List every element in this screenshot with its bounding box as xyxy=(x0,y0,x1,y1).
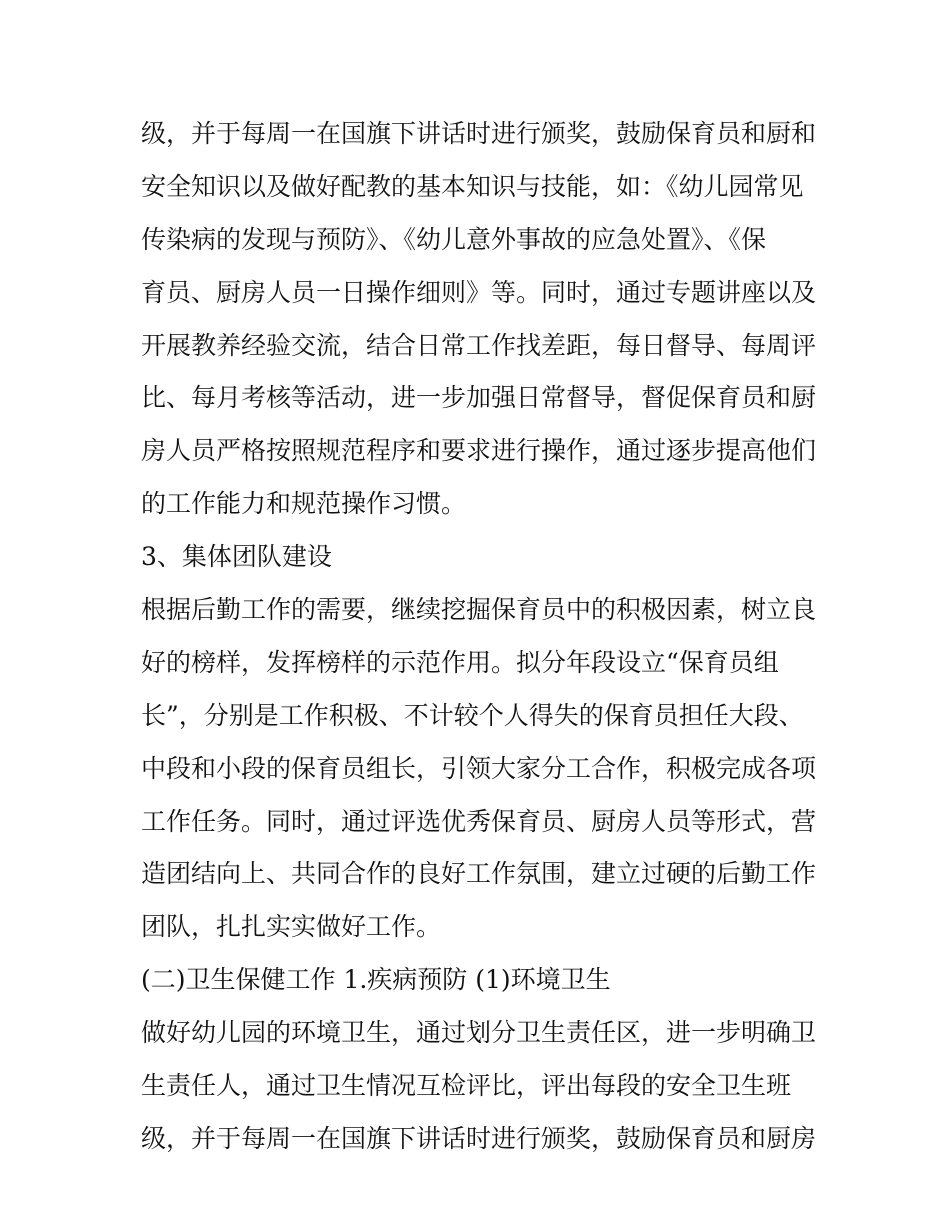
text-line: 级，并于每周一在国旗下讲话时进行颁奖，鼓励保育员和厨和 xyxy=(141,119,817,148)
text-line: 比、每月考核等活动，进一步加强日常督导，督促保育员和厨 xyxy=(141,383,817,413)
text-line: 造团结向上、共同合作的良好工作氛围，建立过硬的后勤工作 xyxy=(141,859,817,889)
text-line: 工作任务。同时，通过评选优秀保育员、厨房人员等形式，营 xyxy=(141,806,817,836)
text-line: 开展教养经验交流，结合日常工作找差距，每日督导、每周评 xyxy=(141,330,817,360)
text-line: 生责任人，通过卫生情况互检评比，评出每段的安全卫生班 xyxy=(141,1071,792,1101)
text-line: 安全知识以及做好配教的基本知识与技能，如：《幼儿园常见 xyxy=(141,171,804,201)
text-line: 中段和小段的保育员组长，引领大家分工合作，积极完成各项 xyxy=(141,753,817,783)
section-heading: (二)卫生保健工作 1.疾病预防 (1)环境卫生 xyxy=(141,965,611,995)
text-line: 团队，扎扎实实做好工作。 xyxy=(141,912,442,942)
text-line: 传染病的发现与预防》、《幼儿意外事故的应急处置》、《保 xyxy=(141,224,767,254)
text-line: 级，并于每周一在国旗下讲话时进行颁奖，鼓励保育员和厨房 xyxy=(141,1123,817,1153)
text-line: 育员、厨房人员一日操作细则》等。同时，通过专题讲座以及 xyxy=(141,277,817,307)
section-heading: 3、集体团队建设 xyxy=(141,542,332,572)
text-line: 的工作能力和规范操作习惯。 xyxy=(141,489,467,519)
text-line: 好的榜样，发挥榜样的示范作用。拟分年段设立“保育员组 xyxy=(141,647,779,677)
text-line: 根据后勤工作的需要，继续挖掘保育员中的积极因素，树立良 xyxy=(141,595,817,625)
body-text xyxy=(141,108,821,1166)
text-line: 房人员严格按照规范程序和要求进行操作，通过逐步提高他们 xyxy=(141,436,817,466)
text-line: 做好幼儿园的环境卫生，通过划分卫生责任区，进一步明确卫 xyxy=(141,1018,817,1048)
text-line: 长”，分别是工作积极、不计较个人得失的保育员担任大段、 xyxy=(141,700,804,730)
